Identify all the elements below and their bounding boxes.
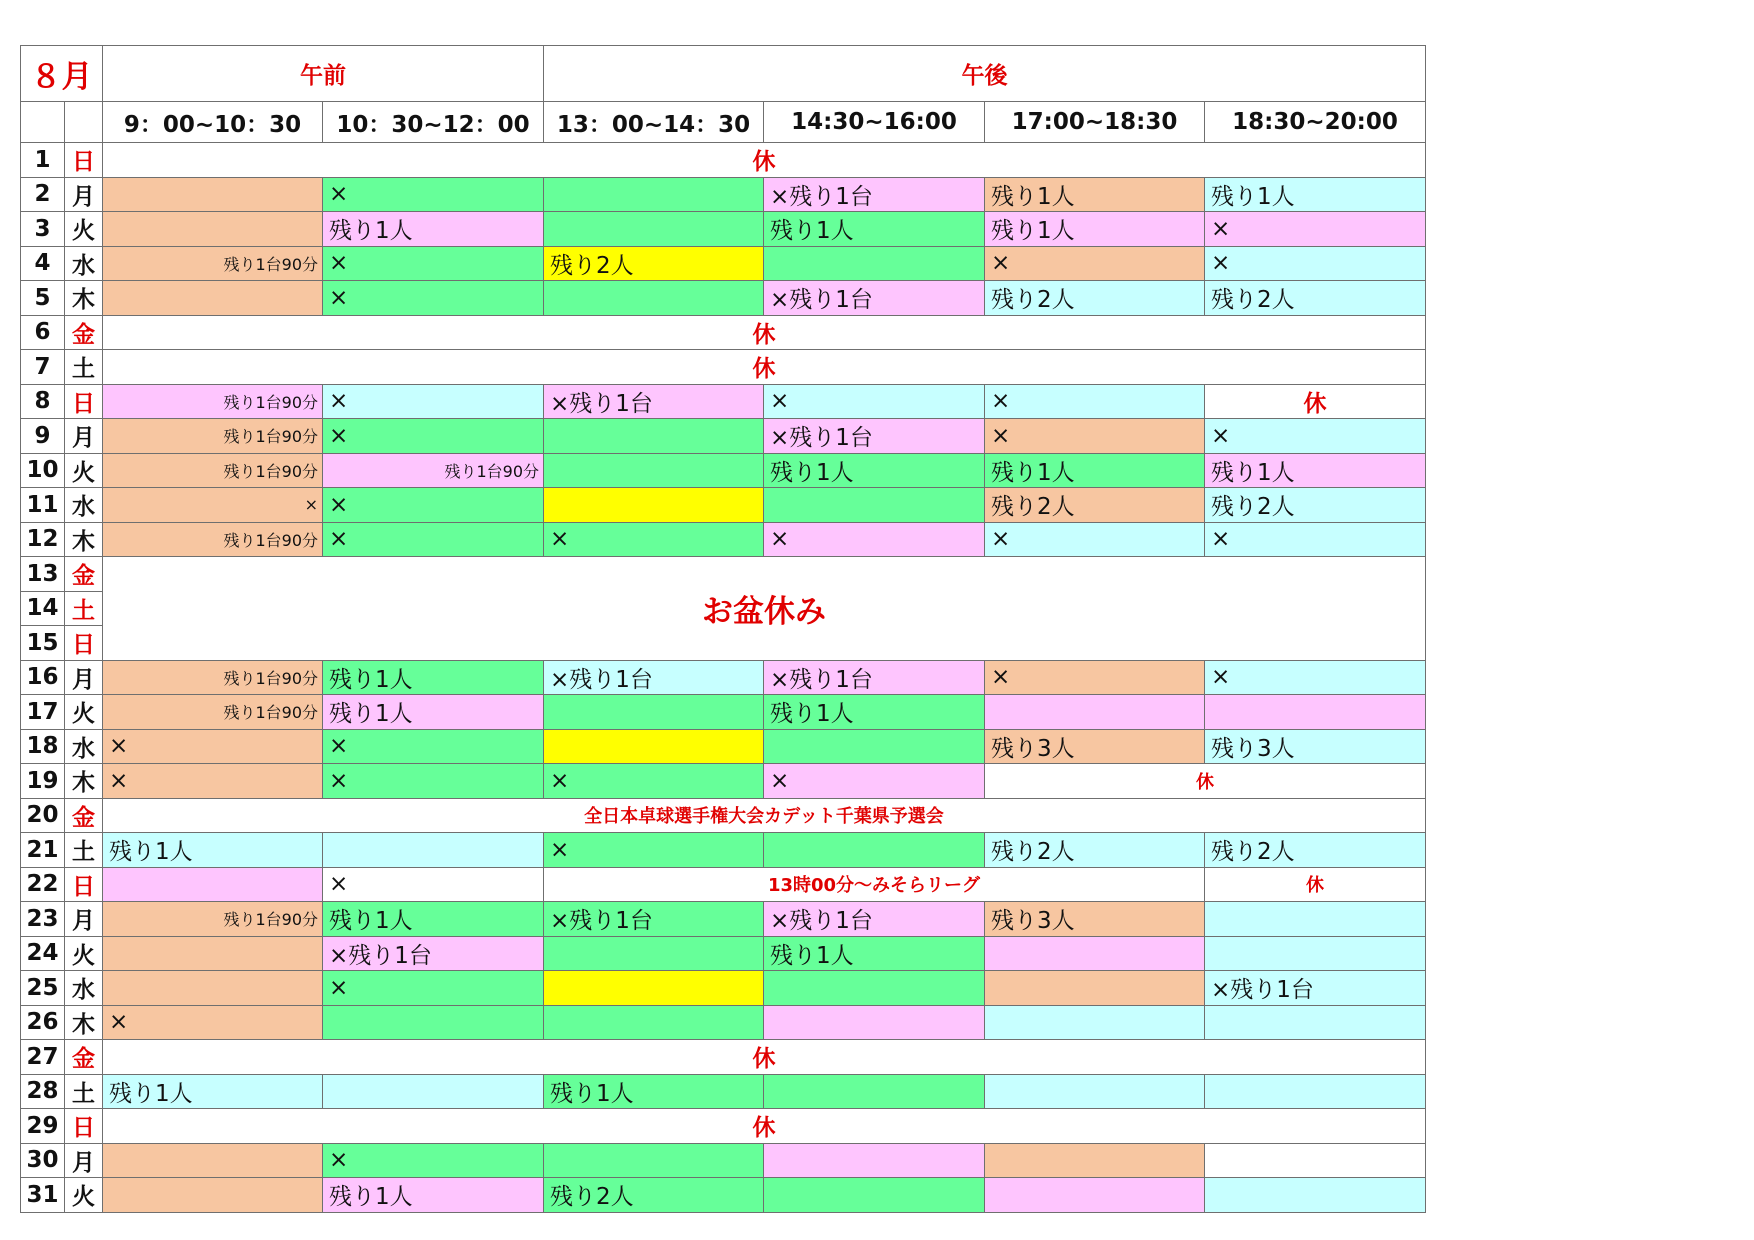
slot-cell: 残り1台90分: [103, 246, 323, 281]
slot-header: 17:00~18:30: [985, 102, 1205, 143]
table-row: [21, 764, 1426, 799]
weekday: 金: [65, 1040, 103, 1075]
slot-cell: [323, 833, 544, 868]
slot-cell: [103, 867, 323, 902]
slot-cell: [323, 1074, 544, 1109]
slot-cell: ×: [323, 281, 544, 316]
slot-cell: [103, 971, 323, 1006]
weekday: 土: [65, 833, 103, 868]
slot-cell: ×: [323, 971, 544, 1006]
slot-cell: ×: [544, 764, 764, 799]
table-row: [21, 453, 1426, 488]
slot-cell: [985, 1178, 1205, 1213]
slot-cell: [764, 246, 985, 281]
slot-cell: ×: [764, 764, 985, 799]
weekday: 月: [65, 177, 103, 212]
table-row: [21, 522, 1426, 557]
slot-cell: 残り2人: [544, 1178, 764, 1213]
slot-cell: [544, 695, 764, 730]
table-row: [21, 1143, 1426, 1178]
closed-note: 休: [1205, 384, 1426, 419]
slot-cell: [764, 488, 985, 523]
slot-cell: ×: [323, 522, 544, 557]
table-row: [21, 143, 1426, 178]
obon-holiday-note: お盆休み: [103, 557, 1426, 661]
day-number: 6: [21, 315, 65, 350]
slot-cell: [103, 281, 323, 316]
slot-cell: [1205, 1074, 1426, 1109]
slot-cell: ×: [985, 384, 1205, 419]
slot-cell: [1205, 1178, 1426, 1213]
day-number: 29: [21, 1109, 65, 1144]
slot-cell: ×: [103, 764, 323, 799]
table-row: [21, 1109, 1426, 1144]
weekday: 木: [65, 522, 103, 557]
slot-cell: [764, 729, 985, 764]
closed-note: 休: [103, 1040, 1426, 1075]
slot-cell: ×: [323, 764, 544, 799]
day-number: 8: [21, 384, 65, 419]
slot-cell: 残り1人: [764, 695, 985, 730]
slot-cell: ×: [1205, 212, 1426, 247]
slot-cell: ×: [323, 1143, 544, 1178]
slot-cell: 残り2人: [985, 833, 1205, 868]
day-number: 3: [21, 212, 65, 247]
day-number: 9: [21, 419, 65, 454]
table-row: [21, 902, 1426, 937]
day-number: 23: [21, 902, 65, 937]
slot-cell: ×: [1205, 522, 1426, 557]
slot-header: 18:30~20:00: [1205, 102, 1426, 143]
slot-cell: 残り2人: [1205, 833, 1426, 868]
slot-cell: ×残り1台: [764, 902, 985, 937]
slot-cell: ×: [544, 833, 764, 868]
weekday: 土: [65, 1074, 103, 1109]
slot-cell: ×: [103, 729, 323, 764]
slot-cell: 残り1人: [323, 902, 544, 937]
slot-cell: 残り2人: [985, 281, 1205, 316]
weekday: 月: [65, 902, 103, 937]
slot-cell: 残り1台90分: [103, 384, 323, 419]
weekday: 月: [65, 1143, 103, 1178]
slot-cell: [544, 177, 764, 212]
slot-cell: 残り1人: [544, 1074, 764, 1109]
day-number: 18: [21, 729, 65, 764]
weekday: 日: [65, 626, 103, 661]
slot-cell: 残り1人: [764, 936, 985, 971]
table-row: [21, 660, 1426, 695]
slot-cell: [985, 1005, 1205, 1040]
table-row: [21, 867, 1426, 902]
slot-cell: [1205, 695, 1426, 730]
slot-cell: ×残り1台: [764, 419, 985, 454]
slot-cell: [544, 453, 764, 488]
slot-cell: ×: [544, 522, 764, 557]
slot-cell: ×残り1台: [544, 384, 764, 419]
slot-cell: ×: [985, 522, 1205, 557]
morning-label: 午前: [103, 46, 544, 102]
slot-cell: 残り1人: [985, 212, 1205, 247]
slot-cell: [103, 936, 323, 971]
slot-cell: 残り1人: [1205, 453, 1426, 488]
slot-cell: [544, 729, 764, 764]
slot-cell: ×残り1台: [544, 660, 764, 695]
schedule-table: [20, 45, 1426, 1213]
weekday: 水: [65, 246, 103, 281]
slot-cell: ×: [103, 1005, 323, 1040]
slot-cell: [544, 1005, 764, 1040]
slot-cell: 残り1台90分: [103, 902, 323, 937]
slot-cell: 残り1人: [1205, 177, 1426, 212]
table-row: [21, 1074, 1426, 1109]
table-row: [21, 212, 1426, 247]
slot-cell: [544, 936, 764, 971]
slot-cell: ×残り1台: [764, 281, 985, 316]
table-row: [21, 488, 1426, 523]
slot-cell: 残り1台90分: [103, 522, 323, 557]
slot-cell: ×: [1205, 419, 1426, 454]
day-number: 16: [21, 660, 65, 695]
table-row: [21, 1178, 1426, 1213]
slot-cell: ×: [103, 488, 323, 523]
slot-cell: [764, 971, 985, 1006]
slot-cell: ×: [985, 246, 1205, 281]
slot-cell: [103, 1178, 323, 1213]
event-note: 13時00分～みそらリーグ: [544, 867, 1205, 902]
slot-cell: [1205, 1143, 1426, 1178]
day-number: 4: [21, 246, 65, 281]
slot-cell: 残り2人: [544, 246, 764, 281]
table-row: [21, 1005, 1426, 1040]
weekday: 月: [65, 660, 103, 695]
day-number: 10: [21, 453, 65, 488]
day-number: 14: [21, 591, 65, 626]
day-number: 1: [21, 143, 65, 178]
slot-cell: ×: [985, 419, 1205, 454]
slot-cell: [985, 1074, 1205, 1109]
closed-note: 休: [1205, 867, 1426, 902]
weekday: 火: [65, 1178, 103, 1213]
day-number: 11: [21, 488, 65, 523]
day-number: 12: [21, 522, 65, 557]
slot-cell: [764, 1005, 985, 1040]
blank-header-cell: [65, 102, 103, 143]
slot-header: 14:30~16:00: [764, 102, 985, 143]
slot-cell: 残り1台90分: [103, 419, 323, 454]
slot-cell: 残り1人: [323, 695, 544, 730]
slot-cell: [1205, 1005, 1426, 1040]
slot-cell: 残り1人: [985, 177, 1205, 212]
slot-cell: 残り1人: [323, 1178, 544, 1213]
slot-cell: 残り1人: [103, 833, 323, 868]
slot-cell: 残り2人: [985, 488, 1205, 523]
slot-cell: ×: [323, 488, 544, 523]
table-row: [21, 177, 1426, 212]
slot-cell: ×: [985, 660, 1205, 695]
weekday: 日: [65, 384, 103, 419]
closed-note: 全日本卓球選手権大会カデット千葉県予選会: [103, 798, 1426, 833]
closed-note: 休: [103, 350, 1426, 385]
slot-cell: ×: [323, 419, 544, 454]
slot-cell: [985, 971, 1205, 1006]
weekday: 火: [65, 936, 103, 971]
day-number: 25: [21, 971, 65, 1006]
slot-cell: 残り1人: [985, 453, 1205, 488]
weekday: 木: [65, 281, 103, 316]
weekday: 金: [65, 557, 103, 592]
header-row-periods: [21, 46, 1426, 102]
weekday: 日: [65, 1109, 103, 1144]
slot-cell: 残り1台90分: [103, 695, 323, 730]
slot-cell: [1205, 902, 1426, 937]
day-number: 30: [21, 1143, 65, 1178]
slot-cell: ×残り1台: [764, 177, 985, 212]
table-row: [21, 419, 1426, 454]
slot-cell: 残り1台90分: [103, 660, 323, 695]
slot-cell: [544, 212, 764, 247]
slot-cell: 残り2人: [1205, 281, 1426, 316]
closed-note: 休: [103, 315, 1426, 350]
table-row: [21, 729, 1426, 764]
weekday: 水: [65, 971, 103, 1006]
slot-cell: 残り1人: [764, 212, 985, 247]
table-row: [21, 1040, 1426, 1075]
weekday: 火: [65, 212, 103, 247]
day-number: 27: [21, 1040, 65, 1075]
day-number: 28: [21, 1074, 65, 1109]
slot-cell: [985, 695, 1205, 730]
weekday: 日: [65, 867, 103, 902]
slot-cell: ×: [1205, 660, 1426, 695]
table-row: [21, 384, 1426, 419]
slot-cell: [764, 1178, 985, 1213]
slot-cell: [323, 1005, 544, 1040]
slot-cell: 残り3人: [985, 902, 1205, 937]
day-number: 17: [21, 695, 65, 730]
slot-cell: [544, 1143, 764, 1178]
day-number: 24: [21, 936, 65, 971]
slot-cell: 残り2人: [1205, 488, 1426, 523]
day-number: 22: [21, 867, 65, 902]
weekday: 火: [65, 695, 103, 730]
slot-cell: ×: [323, 384, 544, 419]
blank-header-cell: [21, 102, 65, 143]
slot-header: 10：30~12：00: [323, 102, 544, 143]
table-row: [21, 971, 1426, 1006]
slot-cell: [544, 419, 764, 454]
slot-cell: ×: [323, 867, 544, 902]
table-row: [21, 695, 1426, 730]
weekday: 火: [65, 453, 103, 488]
slot-cell: 残り1人: [323, 660, 544, 695]
table-row: [21, 246, 1426, 281]
weekday: 土: [65, 591, 103, 626]
closed-note: 休: [103, 1109, 1426, 1144]
slot-cell: [544, 488, 764, 523]
weekday: 日: [65, 143, 103, 178]
day-number: 20: [21, 798, 65, 833]
slot-cell: 残り1台90分: [103, 453, 323, 488]
slot-header: 9：00~10：30: [103, 102, 323, 143]
day-number: 7: [21, 350, 65, 385]
slot-cell: 残り3人: [1205, 729, 1426, 764]
slot-cell: [544, 281, 764, 316]
slot-cell: ×: [1205, 246, 1426, 281]
table-row: [21, 557, 1426, 592]
slot-cell: [103, 212, 323, 247]
slot-cell: [764, 1074, 985, 1109]
day-number: 5: [21, 281, 65, 316]
day-number: 15: [21, 626, 65, 661]
weekday: 水: [65, 488, 103, 523]
slot-cell: 残り1台90分: [323, 453, 544, 488]
slot-cell: ×残り1台: [1205, 971, 1426, 1006]
day-number: 21: [21, 833, 65, 868]
day-number: 2: [21, 177, 65, 212]
closed-note: 休: [985, 764, 1426, 799]
slot-cell: ×: [764, 522, 985, 557]
afternoon-label: 午後: [544, 46, 1426, 102]
slot-cell: ×残り1台: [544, 902, 764, 937]
slot-cell: ×: [323, 729, 544, 764]
table-row: [21, 315, 1426, 350]
slot-cell: [103, 177, 323, 212]
weekday: 木: [65, 764, 103, 799]
table-row: [21, 798, 1426, 833]
table-row: [21, 936, 1426, 971]
table-row: [21, 350, 1426, 385]
slot-cell: ×: [323, 177, 544, 212]
header-row-slots: [21, 102, 1426, 143]
slot-cell: [985, 1143, 1205, 1178]
weekday: 金: [65, 315, 103, 350]
weekday: 金: [65, 798, 103, 833]
day-number: 19: [21, 764, 65, 799]
slot-cell: [1205, 936, 1426, 971]
slot-cell: 残り1人: [103, 1074, 323, 1109]
slot-cell: 残り3人: [985, 729, 1205, 764]
weekday: 木: [65, 1005, 103, 1040]
weekday: 水: [65, 729, 103, 764]
day-number: 31: [21, 1178, 65, 1213]
slot-cell: [985, 936, 1205, 971]
table-row: [21, 281, 1426, 316]
slot-cell: ×残り1台: [764, 660, 985, 695]
weekday: 月: [65, 419, 103, 454]
month-label: ８月: [21, 46, 103, 102]
slot-cell: ×: [764, 384, 985, 419]
day-number: 13: [21, 557, 65, 592]
slot-cell: ×: [323, 246, 544, 281]
slot-cell: 残り1人: [764, 453, 985, 488]
slot-cell: 残り1人: [323, 212, 544, 247]
closed-note: 休: [103, 143, 1426, 178]
table-row: [21, 833, 1426, 868]
slot-cell: [544, 971, 764, 1006]
slot-cell: [764, 1143, 985, 1178]
slot-header: 13：00~14：30: [544, 102, 764, 143]
weekday: 土: [65, 350, 103, 385]
slot-cell: ×残り1台: [323, 936, 544, 971]
slot-cell: [764, 833, 985, 868]
slot-cell: [103, 1143, 323, 1178]
day-number: 26: [21, 1005, 65, 1040]
